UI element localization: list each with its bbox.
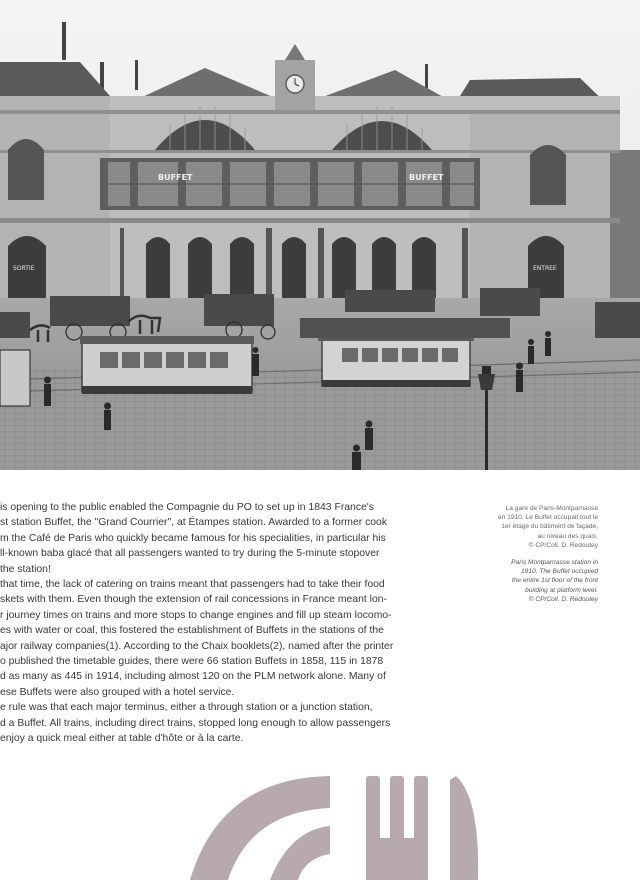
body-line: es with water or coal, this fostered the establishment of Buffets in the stations of the: [0, 625, 384, 637]
caption-french: [448, 504, 598, 550]
body-line: the station!: [0, 563, 51, 575]
body-line: d as many as 445 in 1914, including almost 120 on the PLM network alone. Many of: [0, 671, 386, 683]
body-line: d a Buffet. All trains, including direct trains, stopped long enough to allow passengers: [0, 717, 391, 729]
caption-line: au niveau des quais.: [537, 532, 598, 540]
caption-line: 1910. The Buffet occupied: [521, 568, 598, 576]
body-line: ajor railway companies(1). According to the Chaix booklets(2), named after the printer: [0, 640, 394, 652]
caption-line: the entire 1st floor of the front: [511, 577, 598, 585]
body-line: that time, the lack of catering on trains meant that passengers had to take their food: [0, 579, 385, 591]
caption-line: building at platform level.: [525, 586, 598, 594]
caption-line: Paris Montparnasse station in: [511, 559, 598, 566]
body-line: skets with them. Even though the extension of rail concessions in France meant lon-: [0, 594, 387, 606]
body-line: e rule was that each major terminus, either a through station or a junction station,: [0, 702, 373, 714]
buffet-sign-right: BUFFET: [409, 173, 444, 182]
body-line: enjoy a quick meal either at table d'hôte or à la carte.: [0, 733, 244, 745]
entree-sign: ENTREE: [533, 265, 557, 272]
caption-line: 1er étage du bâtiment de façade,: [501, 523, 598, 531]
body-line: st station Buffet, the "Grand Courrier", at Étampes station. Awarded to a former cook: [0, 517, 388, 529]
body-line: o published the timetable guides, there were 66 station Buffets in 1858, 115 in 1878: [0, 656, 384, 668]
body-line: m the Café de Paris who quickly became famous for his specialities, in particular his: [0, 532, 386, 544]
caption-line: en 1910. Le Buffet occupait tout le: [498, 514, 598, 522]
caption-credit: © CP/Coll. D. Redoutey: [528, 595, 598, 603]
article-body: [0, 500, 392, 747]
body-line: ese Buffets were also grouped with a hotel service.: [0, 686, 235, 698]
buffet-sign-left: BUFFET: [158, 173, 193, 182]
body-line: r journey times on trains and more stops to change engines and fill up steam locomo-: [0, 609, 392, 621]
cutlery-logo-icon: [180, 768, 500, 880]
sortie-sign: SORTIE: [13, 265, 35, 272]
caption-line: La gare de Paris-Montparnasse: [505, 505, 598, 512]
body-line: is opening to the public enabled the Compagnie du PO to set up in 1843 France's: [0, 502, 374, 513]
caption-english: [448, 558, 598, 604]
caption-credit: © CP/Coll. D. Redoutey: [528, 541, 598, 549]
buffet-logo: [180, 768, 500, 880]
body-line: ll-known baba glacé that all passengers wanted to try during the 5-minute stopover: [0, 548, 380, 560]
